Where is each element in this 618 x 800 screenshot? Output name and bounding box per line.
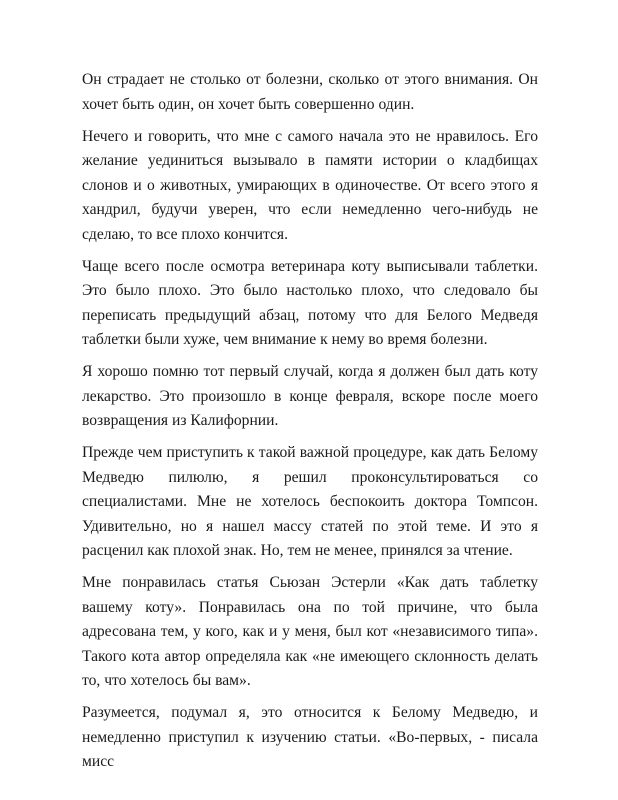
paragraph-3: Чаще всего после осмотра ветеринара коту выписывали таблетки. Это было плохо. Это было настолько плохо, что следовало бы переписать предыдущий абзац, потому что для Белого Медведя таблетки были хуже, чем внимание к нему во время болезни. (82, 257, 538, 348)
paragraph-1: Он страдает не столько от болезни, сколько от этого внимания. Он хочет быть один, он хочет быть совершенно один. (82, 71, 538, 113)
paragraph-5: Прежде чем приступить к такой важной процедуре, как дать Белому Медведю пилюлю, я решил проконсультироваться со специалистами. Мне не хотелось беспокоить доктора Томпсон. Удивительно, но я нашел массу статей по этой теме. И это я расценил как плохой знак. Но, тем не менее, принялся за чтение. (82, 444, 538, 559)
paragraph-2: Нечего и говорить, что мне с самого начала это не нравилось. Его желание уединиться вызывало в памяти истории о кладбищах слонов и о животных, умирающих в одиночестве. От всего этого я хандрил, будучи уверен, что если немедленно чего-нибудь не сделаю, то все плохо кончится. (82, 127, 538, 243)
paragraph-4: Я хорошо помню тот первый случай, когда я должен был дать коту лекарство. Это произошло в конце февраля, вскоре после моего возвращения из Калифорнии. (82, 363, 538, 429)
paragraph-7: Разумеется, подумал я, это относится к Белому Медведю, и немедленно приступил к изучению статьи. «Во-первых, - писала мисс (82, 704, 538, 770)
paragraph-6: Мне понравилась статья Сьюзан Эстерли «Как дать таблетку вашему коту». Понравилась она по той причине, что была адресована тем, у кого, как и у меня, был кот «независимого типа». Такого кота автор определяла как «не имеющего склонность делать то, что хотелось бы вам». (82, 574, 538, 689)
document-page (82, 68, 538, 782)
